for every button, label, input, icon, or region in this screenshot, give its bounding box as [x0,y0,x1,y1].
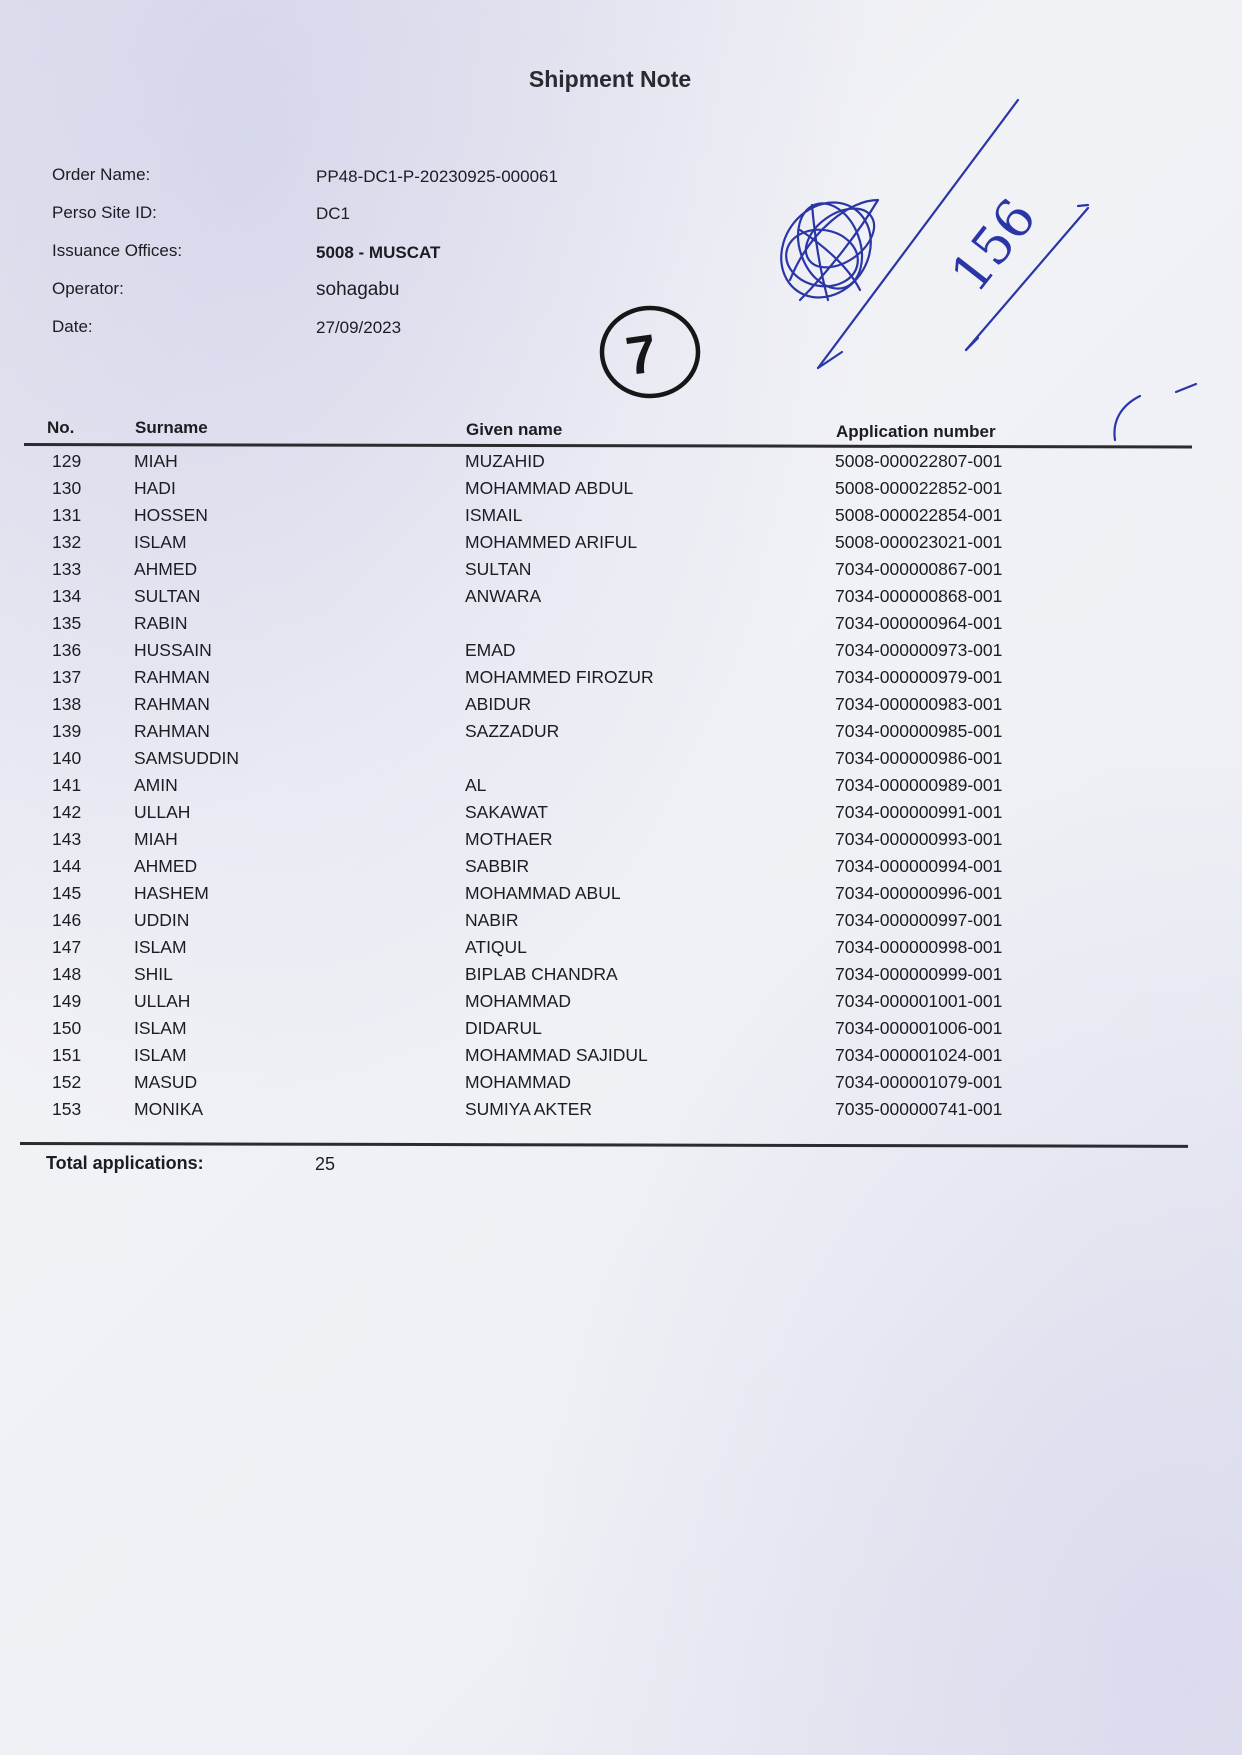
row-surname: ISLAM [134,532,187,552]
row-given-name: MOHAMMAD SAJIDUL [465,1045,648,1065]
row-given-name: BIPLAB CHANDRA [465,964,618,984]
row-application-number: 7034-000000999-001 [835,964,1003,984]
row-surname: AHMED [134,856,198,876]
row-application-number: 7034-000001079-001 [835,1072,1003,1092]
row-number: 137 [52,667,82,687]
row-number: 151 [52,1045,82,1065]
table-row [0,613,1242,640]
table-row [0,478,1242,505]
row-given-name: AL [465,775,487,795]
row-number: 132 [52,532,82,552]
row-given-name: MUZAHID [465,451,545,471]
row-application-number: 5008-000022807-001 [835,451,1003,471]
row-application-number: 7034-000001006-001 [835,1018,1003,1038]
order-name-value: PP48-DC1-P-20230925-000061 [316,167,558,186]
row-number: 149 [52,991,82,1011]
table-row [0,451,1242,478]
total-applications-value: 25 [315,1154,336,1174]
table-row [0,748,1242,775]
row-surname: SULTAN [134,586,201,606]
issuance-offices-label: Issuance Offices: [52,241,183,260]
row-given-name: ANWARA [465,586,542,606]
row-number: 129 [52,451,82,471]
table-row [0,1099,1242,1126]
row-surname: SHIL [134,964,173,984]
row-application-number: 7034-000000991-001 [835,802,1003,822]
row-given-name: SABBIR [465,856,530,876]
row-surname: HASHEM [134,883,209,903]
row-surname: ISLAM [134,1045,187,1065]
row-application-number: 7034-000000994-001 [835,856,1003,876]
row-given-name: MOTHAER [465,829,553,849]
row-application-number: 7034-000000964-001 [835,613,1003,633]
row-application-number: 7034-000000979-001 [835,667,1003,687]
row-given-name: ATIQUL [465,937,527,957]
row-surname: ISLAM [134,937,187,957]
row-number: 135 [52,613,82,633]
table-row [0,640,1242,667]
row-application-number: 7034-000000983-001 [835,694,1003,714]
row-application-number: 7034-000000867-001 [835,559,1003,579]
row-surname: MASUD [134,1072,198,1092]
row-number: 138 [52,694,82,714]
row-surname: ISLAM [134,1018,187,1038]
row-application-number: 5008-000022854-001 [835,505,1003,525]
order-name-label: Order Name: [52,165,151,184]
table-row [0,775,1242,802]
document-title: Shipment Note [528,66,692,92]
row-number: 134 [52,586,82,606]
row-application-number: 7034-000000868-001 [835,586,1003,606]
table-body [0,451,1242,1126]
row-application-number: 7034-000000998-001 [835,937,1003,957]
row-number: 148 [52,964,82,984]
table-row [0,694,1242,721]
operator-value: sohagabu [316,279,400,300]
row-surname: RAHMAN [134,721,210,741]
row-number: 142 [52,802,82,822]
circled-number-text: 7 [622,323,661,388]
row-number: 131 [52,505,82,525]
row-given-name: MOHAMMED ARIFUL [465,532,638,552]
row-surname: AHMED [134,559,198,579]
row-surname: UDDIN [134,910,190,930]
perso-site-id-value: DC1 [316,204,351,223]
signature-scribble-icon [763,185,889,315]
table-top-rule [24,443,1192,448]
row-given-name: SAZZADUR [465,721,560,741]
row-application-number: 7034-000000997-001 [835,910,1003,930]
row-number: 146 [52,910,82,930]
row-application-number: 7034-000000986-001 [835,748,1003,768]
row-application-number: 7034-000000989-001 [835,775,1003,795]
row-given-name: MOHAMMAD [465,991,571,1011]
row-number: 141 [52,775,82,795]
total-applications-label: Total applications: [46,1153,204,1173]
row-number: 153 [52,1099,82,1119]
header-no: No. [47,418,75,437]
slash-stroke-icon [966,208,1088,350]
handwritten-tally-number: 156 [939,188,1049,304]
row-given-name: MOHAMMAD [465,1072,571,1092]
table-row [0,1045,1242,1072]
table-row [0,667,1242,694]
row-number: 143 [52,829,82,849]
row-number: 139 [52,721,82,741]
table-row [0,829,1242,856]
row-given-name: NABIR [465,910,519,930]
row-given-name: EMAD [465,640,516,660]
table-row [0,964,1242,991]
table-row [0,910,1242,937]
row-number: 140 [52,748,82,768]
perso-site-id-label: Perso Site ID: [52,203,157,222]
header-surname: Surname [135,418,208,437]
row-application-number: 7034-000001024-001 [835,1045,1003,1065]
slash-stroke-icon [818,100,1018,368]
row-given-name: SULTAN [465,559,532,579]
row-application-number: 7034-000000973-001 [835,640,1003,660]
operator-label: Operator: [52,279,124,298]
row-given-name: SAKAWAT [465,802,548,822]
row-surname: SAMSUDDIN [134,748,240,768]
issuance-offices-value: 5008 - MUSCAT [316,243,441,262]
row-surname: RAHMAN [134,667,210,687]
table-row [0,721,1242,748]
row-given-name: MOHAMMAD ABDUL [465,478,634,498]
row-number: 145 [52,883,82,903]
table-row [0,937,1242,964]
row-given-name: MOHAMMAD ABUL [465,883,621,903]
row-surname: RAHMAN [134,694,210,714]
row-given-name: DIDARUL [465,1018,542,1038]
row-surname: AMIN [134,775,178,795]
circled-number-seven [602,308,698,396]
row-surname: HUSSAIN [134,640,212,660]
row-given-name: SUMIYA AKTER [465,1099,593,1119]
table-row [0,856,1242,883]
date-label: Date: [52,317,93,336]
row-application-number: 7034-000001001-001 [835,991,1003,1011]
table-row [0,1072,1242,1099]
row-application-number: 7034-000000996-001 [835,883,1003,903]
row-number: 144 [52,856,82,876]
date-value: 27/09/2023 [316,318,402,337]
row-number: 150 [52,1018,82,1038]
table-row [0,559,1242,586]
table-row [0,883,1242,910]
header-given-name: Given name [466,420,563,439]
row-number: 152 [52,1072,82,1092]
table-row [0,991,1242,1018]
row-application-number: 7034-000000993-001 [835,829,1003,849]
row-number: 136 [52,640,82,660]
row-number: 133 [52,559,82,579]
table-row [0,505,1242,532]
table-row [0,802,1242,829]
row-application-number: 7034-000000985-001 [835,721,1003,741]
row-surname: ULLAH [134,991,191,1011]
row-surname: HADI [134,478,176,498]
table-row [0,1018,1242,1045]
row-application-number: 5008-000023021-001 [835,532,1003,552]
row-given-name: MOHAMMED FIROZUR [465,667,654,687]
row-number: 130 [52,478,82,498]
row-surname: RABIN [134,613,188,633]
header-application-number: Application number [836,422,996,441]
table-row [0,586,1242,613]
row-number: 147 [52,937,82,957]
row-given-name: ABIDUR [465,694,532,714]
row-surname: MIAH [134,829,178,849]
table-row [0,532,1242,559]
row-application-number: 5008-000022852-001 [835,478,1003,498]
row-surname: MONIKA [134,1099,204,1119]
row-surname: HOSSEN [134,505,208,525]
row-surname: ULLAH [134,802,191,822]
row-application-number: 7035-000000741-001 [835,1099,1003,1119]
row-surname: MIAH [134,451,178,471]
table-bottom-rule [20,1142,1188,1148]
row-given-name: ISMAIL [465,505,523,525]
